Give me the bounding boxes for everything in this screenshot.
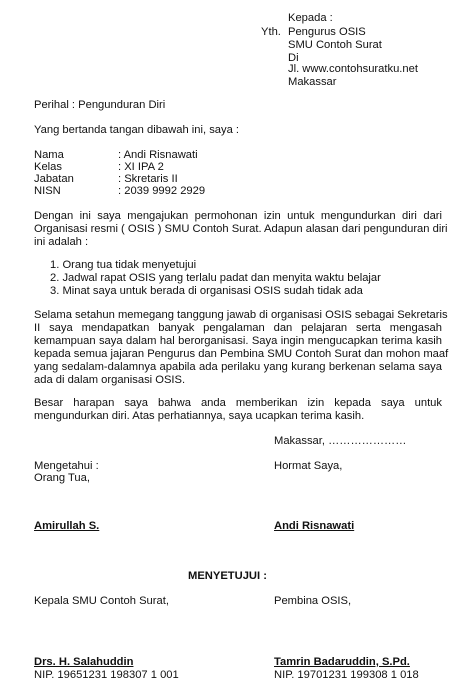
paragraph-line: Besar harapan saya bahwa anda memberikan izin kepada saya untuk bbox=[34, 397, 442, 409]
identity-value: : Andi Risnawati bbox=[118, 149, 198, 161]
recipient-city: Makassar bbox=[288, 76, 337, 88]
recipient-kepada: Kepada : bbox=[288, 12, 333, 24]
reason-item: 1. Orang tua tidak menyetujui bbox=[50, 259, 197, 271]
identity-value: : XI IPA 2 bbox=[118, 161, 164, 173]
advisor-title: Pembina OSIS, bbox=[274, 595, 352, 607]
principal-nip: NIP. 19651231 198307 1 001 bbox=[34, 669, 179, 681]
paragraph-line: Organisasi resmi ( OSIS ) SMU Contoh Surat. Adapun alasan dari pengunduran diri bbox=[34, 223, 448, 235]
paragraph-line: kemampuan saya dalam hal berorganisasi. Saya ingin mengucapkan terima kasih bbox=[34, 335, 442, 347]
reason-item: 3. Minat saya untuk berada di organisasi OSIS sudah tidak ada bbox=[50, 285, 363, 297]
paragraph-line: II saya mendapatkan banyak pengalaman dan pelajaran serta mengasah bbox=[34, 322, 442, 334]
recipient-di: Di bbox=[288, 52, 299, 64]
letter-subject: Perihal : Pengunduran Diri bbox=[34, 99, 166, 111]
identity-label: Jabatan bbox=[34, 173, 74, 185]
advisor-name: Tamrin Badaruddin, S.Pd. bbox=[274, 656, 410, 668]
paragraph-line: ada di dalam organisasi OSIS. bbox=[34, 374, 186, 386]
identity-label: Kelas bbox=[34, 161, 62, 173]
identity-value: : Skretaris II bbox=[118, 173, 178, 185]
letter-intro: Yang bertanda tangan dibawah ini, saya : bbox=[34, 124, 240, 136]
identity-label: Nama bbox=[34, 149, 64, 161]
regards-label: Hormat Saya, bbox=[274, 460, 343, 472]
paragraph-line: Selama setahun memegang tanggung jawab di organisasi OSIS sebagai Sekretaris bbox=[34, 309, 448, 321]
place-date: Makassar, ………………… bbox=[274, 435, 407, 447]
recipient-address: Jl. www.contohsuratku.net bbox=[288, 63, 418, 75]
identity-label: NISN bbox=[34, 185, 61, 197]
recipient-org: Pengurus OSIS bbox=[288, 26, 366, 38]
paragraph-line: yang sedalam-dalamnya apabila ada perilaku yang kurang berkenan selama saya bbox=[34, 361, 442, 373]
parent-name: Amirullah S. bbox=[34, 520, 100, 532]
known-by-label: Mengetahui : bbox=[34, 460, 99, 472]
advisor-nip: NIP. 19701231 199308 1 018 bbox=[274, 669, 419, 681]
paragraph-line: kepada semua jajaran Pengurus dan Pembina SMU Contoh Surat dan mohon maaf bbox=[34, 348, 449, 360]
principal-title: Kepala SMU Contoh Surat, bbox=[34, 595, 169, 607]
identity-value: : 2039 9992 2929 bbox=[118, 185, 206, 197]
parent-title: Orang Tua, bbox=[34, 472, 90, 484]
approval-heading: MENYETUJUI : bbox=[188, 570, 267, 582]
sender-name: Andi Risnawati bbox=[274, 520, 355, 532]
recipient-yth: Yth. bbox=[261, 26, 281, 38]
paragraph-line: Dengan ini saya mengajukan permohonan izin untuk mengundurkan diri dari bbox=[34, 210, 442, 222]
paragraph-line: ini adalah : bbox=[34, 236, 89, 248]
reason-item: 2. Jadwal rapat OSIS yang terlalu padat dan menyita waktu belajar bbox=[50, 272, 381, 284]
recipient-school: SMU Contoh Surat bbox=[288, 39, 382, 51]
principal-name: Drs. H. Salahuddin bbox=[34, 656, 134, 668]
paragraph-line: mengundurkan diri. Atas perhatiannya, saya ucapkan terima kasih. bbox=[34, 410, 365, 422]
